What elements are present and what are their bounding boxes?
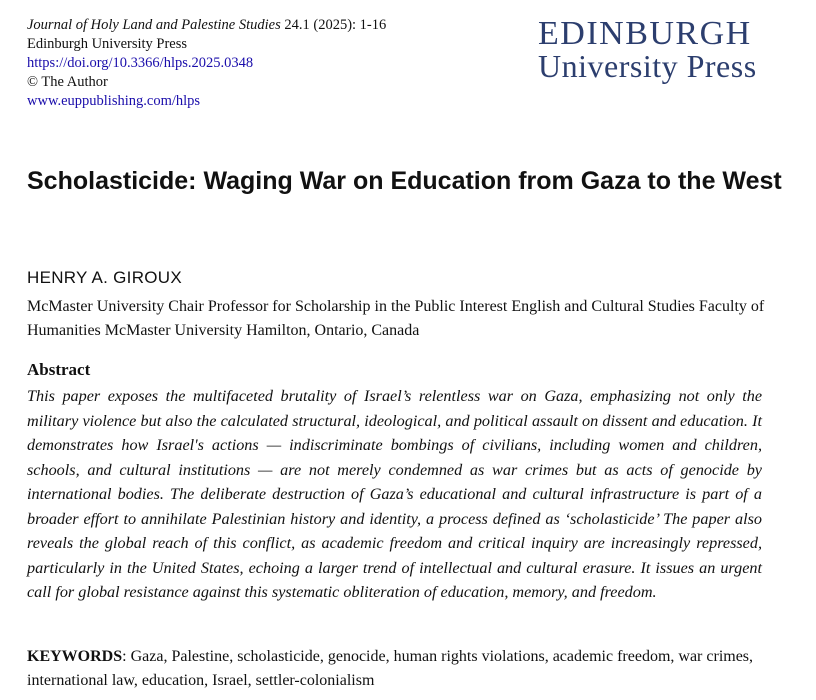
- logo-line-1: EDINBURGH: [538, 15, 752, 52]
- copyright-notice: © The Author: [27, 74, 108, 90]
- abstract-text: This paper exposes the multifaceted brutality of Israel’s relentless war on Gaza, emphasizing not only the military violence but also the calculated structural, ideological, and political assault on dissent and education. It demonstrates how Israel's actions — indiscriminate bombings of civilians, including women and children, schools, and cultural institutions — are not merely condemned as war crimes but as acts of genocide by international bodies. The deliberate destruction of Gaza’s educational and cultural infrastructure is part of a broader effort to annihilate Palestinian history and identity, a process defined as ‘scholasticide’ The paper also reveals the global reach of this conflict, as academic freedom and critical inquiry are increasingly repressed, particularly in the United States, echoing a larger trend of intellectual and cultural erasure. It issues an urgent call for global resistance against this systematic obliteration of education, memory, and freedom.: [27, 387, 762, 601]
- journal-title: Journal of Holy Land and Palestine Studies: [27, 17, 281, 33]
- volume-issue-pages: 24.1 (2025): 1-16: [284, 17, 387, 33]
- article-title: Scholasticide: Waging War on Education from Gaza to the West: [27, 167, 782, 195]
- abstract-heading: Abstract: [27, 360, 91, 379]
- author-affiliation: McMaster University Chair Professor for Scholarship in the Public Interest English and Cultural Studies Faculty of Humanities McMaster University Hamilton, Ontario, Canada: [27, 298, 765, 339]
- logo-line-2: University Press: [538, 48, 757, 84]
- doi-link[interactable]: https://doi.org/10.3366/hlps.2025.0348: [27, 55, 254, 71]
- website-link[interactable]: www.euppublishing.com/hlps: [27, 93, 201, 109]
- keywords-label: KEYWORDS: [27, 648, 123, 665]
- keywords-separator: :: [122, 648, 131, 665]
- citation-block: [27, 16, 386, 111]
- author-name: HENRY A. GIROUX: [27, 268, 183, 287]
- journal-line: [27, 16, 386, 35]
- publisher-name: Edinburgh University Press: [27, 36, 188, 52]
- keywords-section: [27, 645, 767, 693]
- edinburgh-university-press-logo: [538, 15, 768, 84]
- keywords-list: Gaza, Palestine, scholasticide, genocide, human rights violations, academic freedom, war crimes, international law, education, Israel, settler-colonialism: [27, 648, 754, 689]
